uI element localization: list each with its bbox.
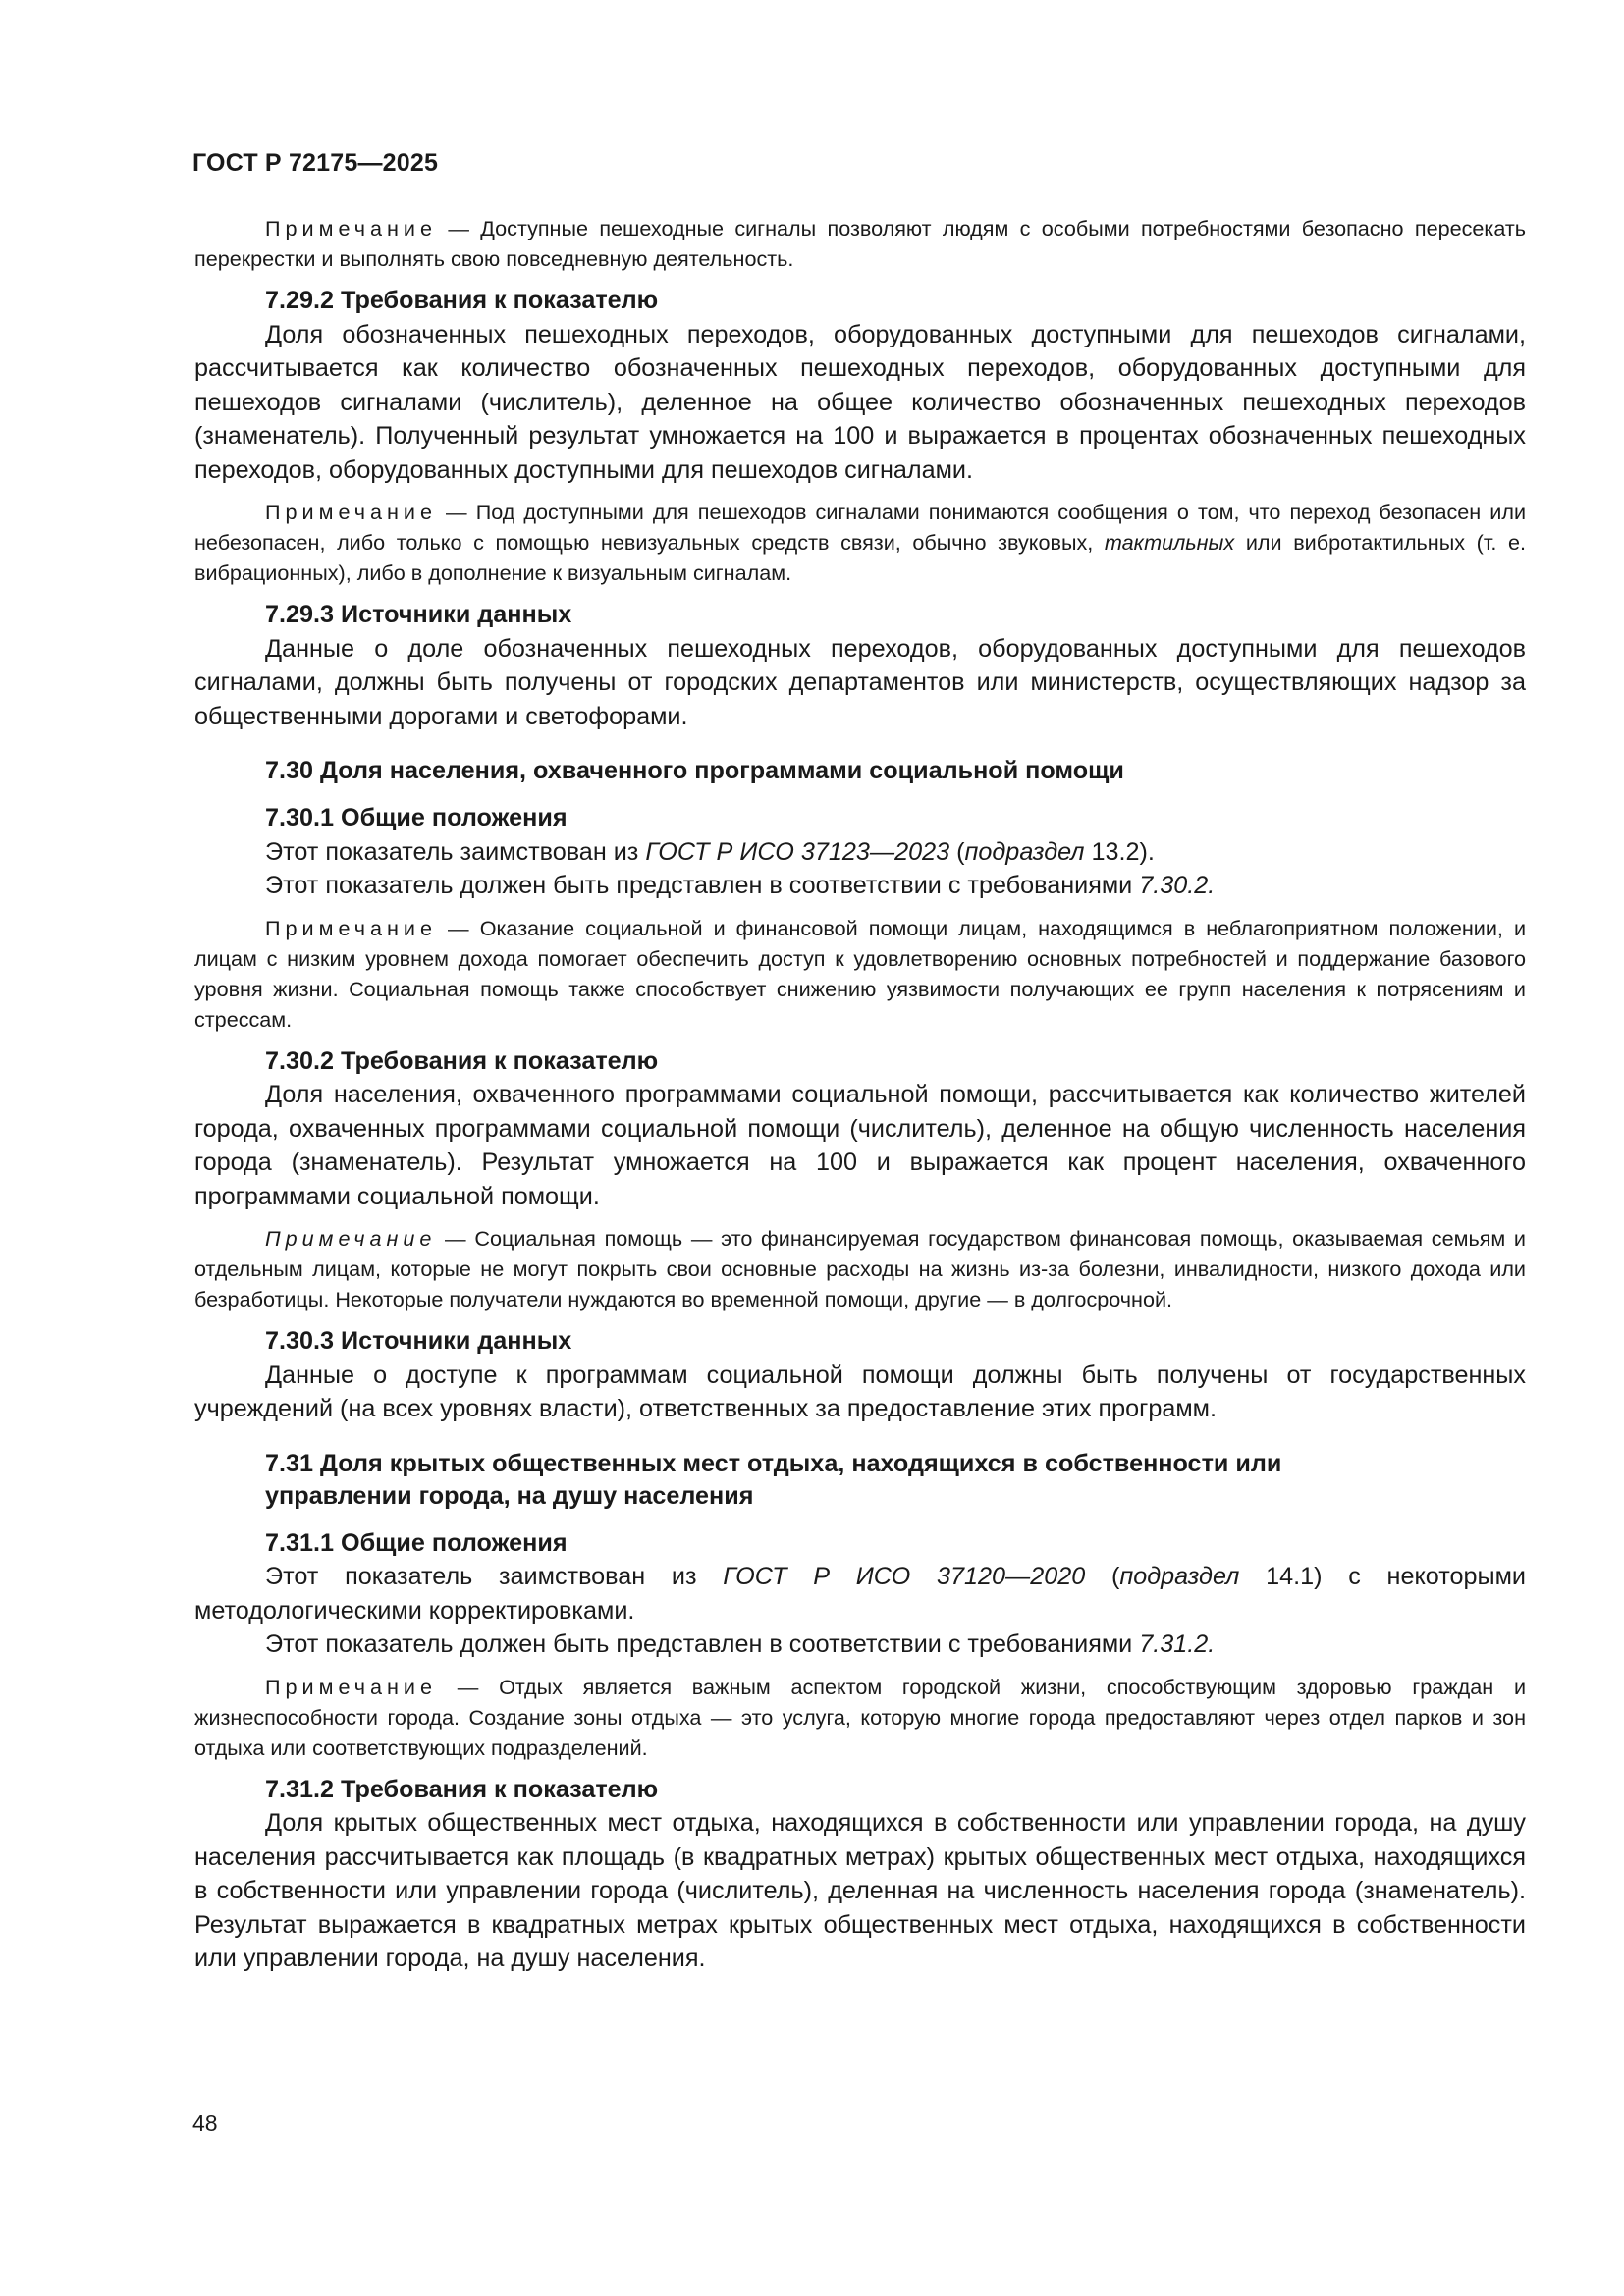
note: Примечание — Отдых является важным аспектом городской жизни, способствующим здоровью граждан и жизнеспособности города. Создание зоны отдыха — это услуга, которую многие города предоставляют через отдел парков и зон отдыха или соответствующих подразделений.	[194, 1674, 1527, 1760]
paragraph: Доля населения, охваченного программами социальной помощи, рассчитывается как количество жителей города, охваченных программами социальной помощи (числитель), деленное на общую численность населения города (знаменатель). Результат умножается на 100 и выражается как процент населения, охваченного программами социальной помощи.	[194, 1081, 1526, 1210]
section-heading: 7.30.3 Источники данных	[265, 1327, 572, 1355]
note-label: Примечание	[265, 915, 437, 940]
paragraph: Данные о доле обозначенных пешеходных переходов, оборудованных доступными для пешеходов сигналами, должны быть получены от городских департаментов или министерств, осуществляющих надзор за общественными дорогами и светофорами.	[194, 634, 1526, 730]
section-heading: 7.29.2 Требования к показателю	[265, 287, 659, 314]
note-text: Отдых является важным аспектом городской жизни, способствующим здоровью граждан и жизнеспособности города. Создание зоны отдыха — это услуга, которую многие города предоставляют через отдел парков и зон отдыха или соответствующих подразделений.	[194, 1674, 1527, 1760]
subsection-heading: 7.30 Доля населения, охваченного программами социальной помощи	[265, 757, 1124, 784]
section-heading: 7.30.1 Общие положения	[265, 804, 568, 831]
note: Примечание — Оказание социальной и финансовой помощи лицам, находящимся в неблагоприятном положении, и лицам с низким уровнем дохода помогает обеспечить доступ к удовлетворению основных потребностей и поддержание базового уровня жизни. Социальная помощь также способствует снижению уязвимости получающих ее групп населения к потрясениям и стрессам.	[194, 915, 1527, 1032]
clause-reference: 7.31.2.	[1139, 1630, 1216, 1658]
clause-reference: 7.30.2.	[1139, 872, 1216, 899]
standard-reference: ГОСТ Р ИСО 37123—2023	[645, 837, 950, 866]
paragraph: Этот показатель заимствован из ГОСТ Р ИСО 37120—2020 (подраздел 14.1) с некоторыми методологическими корректировками.	[194, 1563, 1526, 1625]
paragraph: Доля обозначенных пешеходных переходов, оборудованных доступными для пешеходов сигналами, рассчитывается как количество обозначенных пешеходных переходов, оборудованных доступными для пешеходов сигналами (числитель), деленное на общее количество обозначенных пешеходных переходов (знаменатель). Полученный результат умножается на 100 и выражается в процентах обозначенных пешеходных переходов, оборудованных доступными для пешеходов сигналами.	[194, 320, 1526, 484]
page-content	[194, 213, 1526, 1976]
paragraph: Этот показатель должен быть представлен в соответствии с требованиями 7.30.2.	[265, 872, 1216, 899]
paragraph: Этот показатель заимствован из ГОСТ Р ИСО 37123—2023 (подраздел 13.2).	[265, 837, 1155, 866]
paragraph: Доля крытых общественных мест отдыха, находящихся в собственности или управлении города, на душу населения рассчитывается как площадь (в квадратных метрах) крытых общественных мест отдыха, находящихся в собственности или управлении города (числитель), деленная на численность населения города (знаменатель). Результат выражается в квадратных метрах крытых общественных мест отдыха, находящихся в собственности или управлении города, на душу населения.	[194, 1809, 1526, 1972]
note-text: Под доступными для пешеходов сигналами понимаются сообщения о том, что переход безопасен или небезопасен, либо только с помощью невизуальных средств связи, обычно звуковых,	[194, 500, 1527, 555]
section-heading: 7.30.2 Требования к показателю	[265, 1046, 659, 1075]
note-text: Социальная помощь — это финансируемая государством финансовая помощь, оказываемая семьям и отдельным лицам, которые не могут покрыть свои основные расходы на жизнь из-за болезни, инвалидности, низкого дохода или безработицы. Некоторые получатели нуждаются во временной помощи, другие — в долгосрочной.	[194, 1226, 1526, 1311]
note-text: Доступные пешеходные сигналы позволяют людям с особыми потребностями безопасно пересекать перекрестки и выполнять свою повседневную деятельность.	[194, 216, 1526, 271]
note: Примечание — Доступные пешеходные сигналы позволяют людям с особыми потребностями безопасно пересекать перекрестки и выполнять свою повседневную деятельность.	[194, 216, 1526, 271]
page-number: 48	[192, 2110, 218, 2136]
paragraph: Этот показатель должен быть представлен в соответствии с требованиями 7.31.2.	[265, 1630, 1216, 1658]
paragraph: Данные о доступе к программам социальной помощи должны быть получены от государственных учреждений (на всех уровнях власти), ответственных за предоставление этих программ.	[194, 1361, 1526, 1422]
note-label: Примечание	[265, 1226, 437, 1251]
note: Примечание — Социальная помощь — это финансируемая государством финансовая помощь, оказываемая семьям и отдельным лицам, которые не могут покрыть свои основные расходы на жизнь из-за болезни, инвалидности, низкого дохода или безработицы. Некоторые получатели нуждаются во временной помощи, другие — в долгосрочной.	[194, 1226, 1526, 1311]
subsection-heading: 7.31 Доля крытых общественных мест отдыха, находящихся в собственности или управлении города, на душу населения	[265, 1449, 1282, 1510]
standard-reference: ГОСТ Р ИСО 37120—2020	[723, 1563, 1086, 1590]
note-label: Примечание	[265, 1674, 437, 1699]
note-text: или вибротактильных (т. е. вибрационных), либо в дополнение к визуальным сигналам.	[194, 530, 1527, 585]
section-heading: 7.29.3 Источники данных	[265, 601, 572, 628]
note-text: Оказание социальной и финансовой помощи лицам, находящимся в неблагоприятном положении, и лицам с низким уровнем дохода помогает обеспечить доступ к удовлетворению основных потребностей и поддержание базового уровня жизни. Социальная помощь также способствует снижению уязвимости получающих ее групп населения к потрясениям и стрессам.	[194, 915, 1527, 1032]
document-id: ГОСТ Р 72175—2025	[192, 149, 439, 177]
note: Примечание — Под доступными для пешеходов сигналами понимаются сообщения о том, что переход безопасен или небезопасен, либо только с помощью невизуальных средств связи, обычно звуковых, тактильных или вибротактильных (т. е. вибрационных), либо в дополнение к визуальным сигналам.	[194, 500, 1527, 585]
note-label: Примечание	[265, 216, 437, 240]
note-label: Примечание	[265, 500, 437, 524]
section-heading: 7.31.1 Общие положения	[265, 1528, 568, 1557]
section-heading: 7.31.2 Требования к показателю	[265, 1775, 659, 1803]
note-text-italic: тактильных	[1104, 530, 1235, 555]
